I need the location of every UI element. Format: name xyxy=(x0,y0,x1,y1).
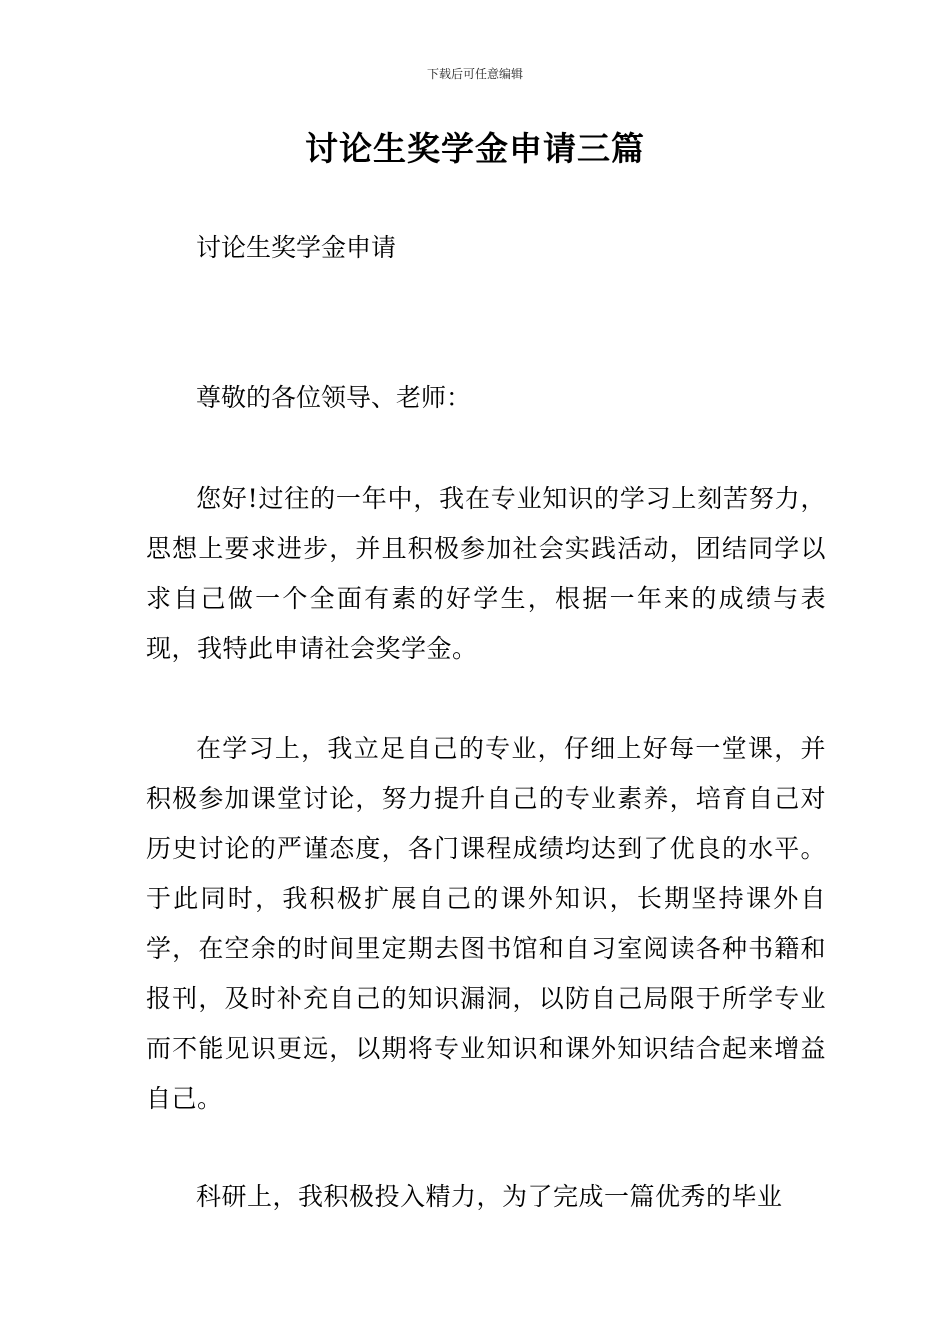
header-note: 下载后可任意编辑 xyxy=(426,67,523,81)
document-title: 讨论生奖学金申请三篇 xyxy=(305,129,645,168)
document-subtitle: 讨论生奖学金申请 xyxy=(196,233,397,262)
body-paragraph: 在学习上，我立足自己的专业，仔细上好每一堂课，并积极参加课堂讨论，努力提升自己的专业素养，培育自己对历史讨论的严谨态度，各门课程成绩均达到了优良的水平。于此同时，我积极扩展自己的课外知识，长期坚持课外自学，在空余的时间里定期去图书馆和自习室阅读各种书籍和报刊，及时补充自己的知识漏洞，以防自己局限于所学专业而不能见识更远，以期将专业知识和课外知识结合起来增益自己。 xyxy=(146,734,826,1113)
body-paragraph: 科研上，我积极投入精力，为了完成一篇优秀的毕业 xyxy=(196,1182,783,1211)
salutation: 尊敬的各位领导、老师： xyxy=(196,383,472,412)
body-paragraph: 您好!过往的一年中，我在专业知识的学习上刻苦努力，思想上要求进步，并且积极参加社会实践活动，团结同学以求自己做一个全面有素的好学生，根据一年来的成绩与表现，我特此申请社会奖学金。 xyxy=(146,484,826,663)
